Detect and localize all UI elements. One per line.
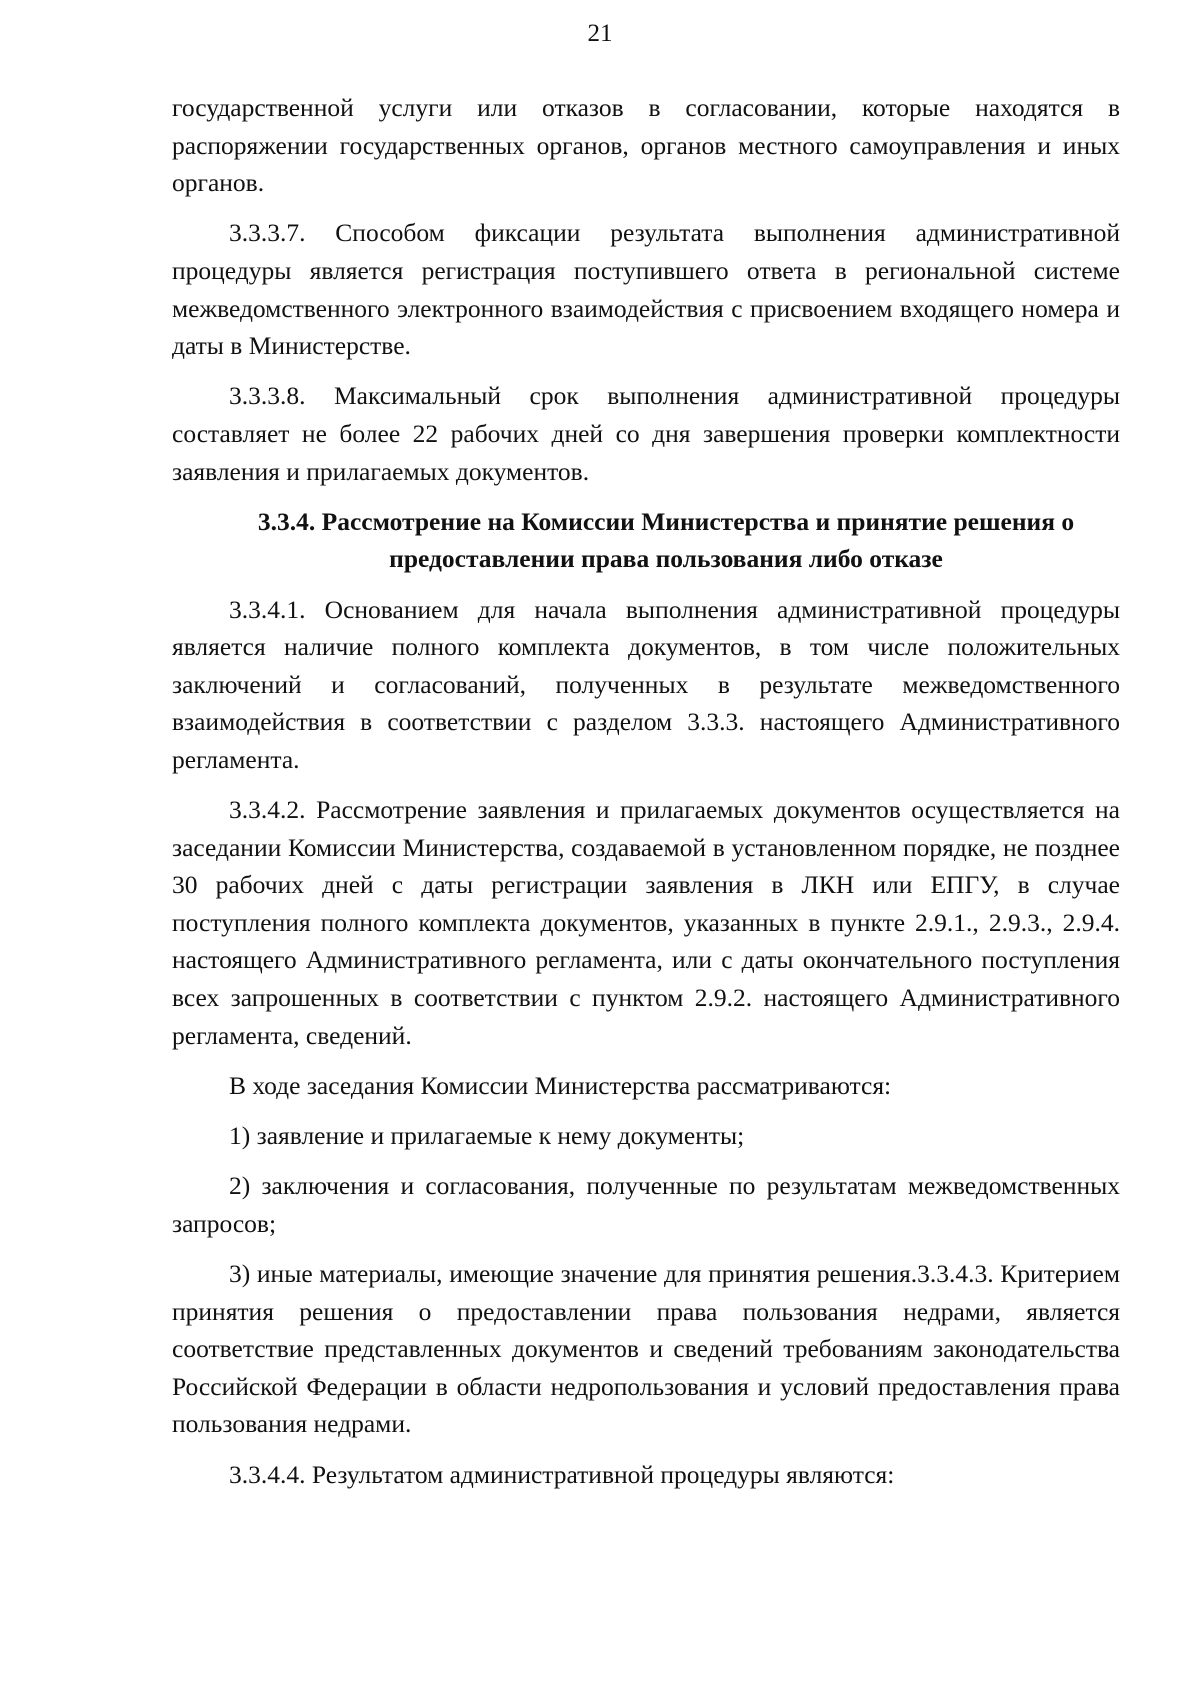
document-body	[172, 89, 1120, 1506]
page-number: 21	[587, 20, 613, 47]
paragraph-continuation: государственной услуги или отказов в согласовании, которые находятся в распоряжении государственных органов, органов местного самоуправления и иных органов.	[172, 93, 1120, 198]
paragraph-3-3-4-4: 3.3.4.4. Результатом административной процедуры являются:	[229, 1459, 895, 1489]
paragraph-commission-intro: В ходе заседания Комиссии Министерства рассматриваются:	[229, 1070, 892, 1100]
paragraph-3-3-3-8: 3.3.3.8. Максимальный срок выполнения административной процедуры составляет не более 22 рабочих дней со дня завершения проверки комплектности заявления и прилагаемых документов.	[172, 381, 1120, 486]
paragraph-3-3-4-2: 3.3.4.2. Рассмотрение заявления и прилагаемых документов осуществляется на заседании Комиссии Министерства, создаваемой в установленном порядке, не позднее 30 рабочих дней с даты регистрации заявления в ЛКН или ЕПГУ, в случае поступления полного комплекта документов, указанных в пункте 2.9.1., 2.9.3., 2.9.4. настоящего Административного регламента, или с даты окончательного поступления всех запрошенных в соответствии с пунктом 2.9.2. настоящего Административного регламента, сведений.	[172, 795, 1120, 1050]
list-item-1: 1) заявление и прилагаемые к нему документы;	[229, 1121, 745, 1150]
paragraph-3-3-3-7: 3.3.3.7. Способом фиксации результата выполнения административной процедуры является регистрация поступившего ответа в региональной системе межведомственного электронного взаимодействия с присвоением входящего номера и даты в Министерстве.	[172, 218, 1120, 361]
list-item-3: 3) иные материалы, имеющие значение для принятия решения.3.3.4.3. Критерием принятия решения о предоставлении права пользования недрами, является соответствие представленных документов и сведений требованиям законодательства Российской Федерации в области недропользования и условий предоставления права пользования недрами.	[172, 1258, 1120, 1439]
list-item-2: 2) заключения и согласования, полученные по результатам межведомственных запросов;	[172, 1171, 1120, 1238]
section-heading-3-3-4: 3.3.4. Рассмотрение на Комиссии Министерства и принятие решения о предоставлении права пользования либо отказе	[257, 506, 1075, 574]
paragraph-3-3-4-1: 3.3.4.1. Основанием для начала выполнения административной процедуры является наличие полного комплекта документов, в том числе положительных заключений и согласований, полученных в результате межведомственного взаимодействия в соответствии с разделом 3.3.3. настоящего Административного регламента.	[172, 594, 1120, 774]
